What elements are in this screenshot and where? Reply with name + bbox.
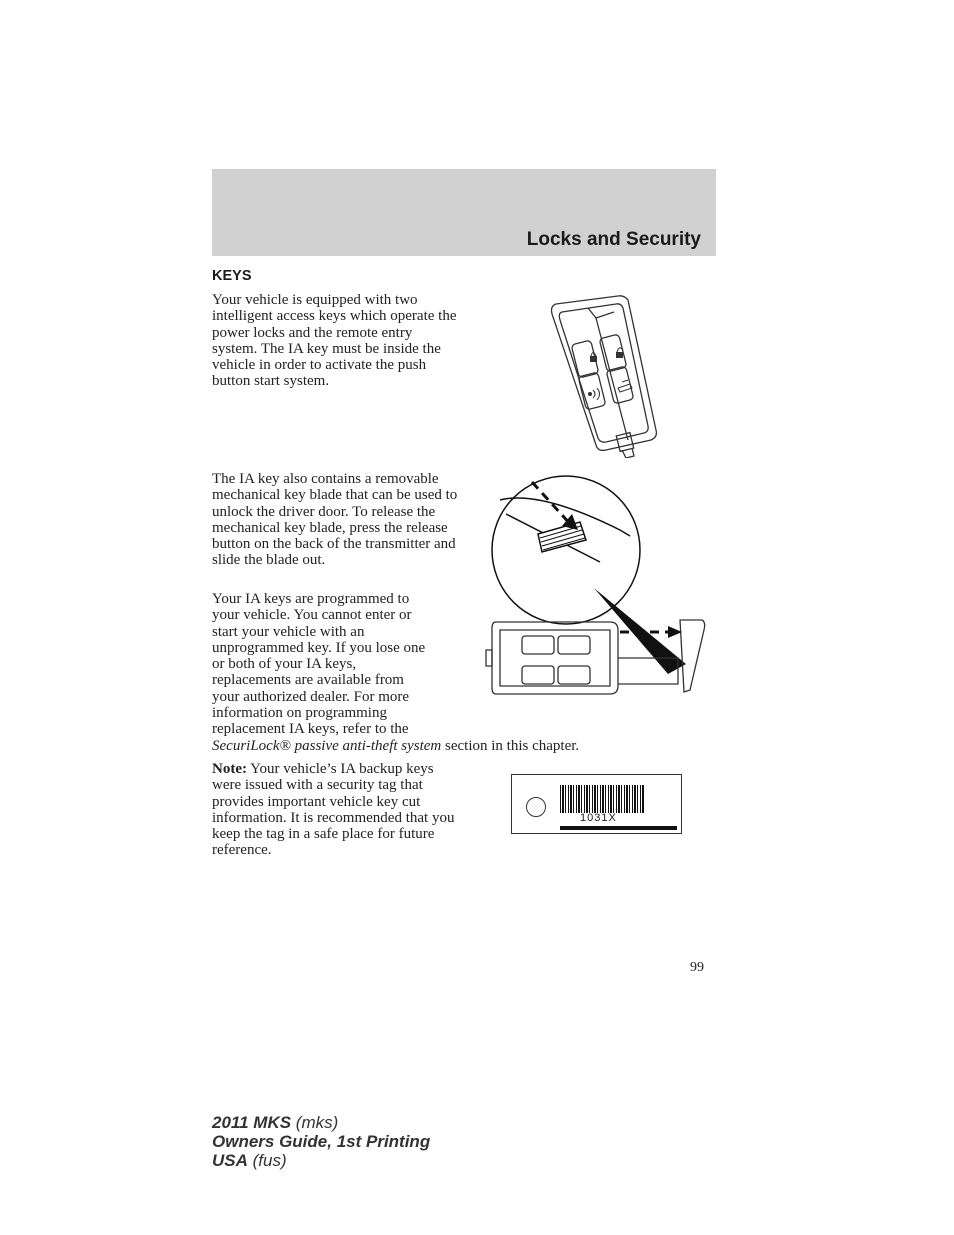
- page-number: 99: [690, 960, 704, 975]
- unlock-icon: [616, 348, 623, 358]
- footer-market-code: (fus): [247, 1151, 287, 1170]
- tag-underline: [560, 826, 677, 830]
- paragraph-ia-keys: [212, 292, 457, 390]
- chapter-header-band: [212, 169, 716, 256]
- paragraph-text: The IA key also contains a removable mechanical key blade that can be used to unlock the driver door. To release the mechanical key blade, press the release button on the back of the transmitter and slide the blade out.: [212, 471, 458, 569]
- paragraph-note: [212, 761, 462, 859]
- text-line: section in this chapter.: [441, 737, 580, 754]
- paragraph-text: [212, 591, 652, 754]
- panic-icon: [589, 388, 600, 400]
- footer-model-code: (mks): [291, 1113, 339, 1132]
- footer-line: [212, 1151, 430, 1170]
- text-line: or both of your IA keys,: [212, 656, 357, 673]
- barcode: [560, 785, 644, 813]
- tag-hole: [526, 797, 546, 817]
- release-button: [538, 522, 586, 552]
- key-fob-illustration: [548, 292, 660, 458]
- security-tag-illustration: [511, 774, 682, 834]
- section-heading: KEYS: [212, 268, 252, 284]
- paragraph-key-blade: [212, 471, 460, 569]
- footer: [212, 1113, 430, 1170]
- tag-code: 1031X: [580, 812, 617, 824]
- cross-reference: SecuriLock® passive anti-theft system: [212, 737, 442, 754]
- text-line: Your IA keys are programmed to: [212, 591, 410, 607]
- footer-model: 2011 MKS: [212, 1113, 292, 1132]
- text-line: start your vehicle with an: [212, 623, 365, 640]
- text-line: information on programming: [212, 705, 387, 722]
- footer-market: USA: [212, 1151, 248, 1170]
- text-line: unprogrammed key. If you lose one: [212, 639, 426, 656]
- note-text: Your vehicle’s IA backup keys were issued with a security tag that provides important vehicle key cut information. It is recommended that you keep the tag in a safe place for future reference.: [212, 761, 455, 859]
- text-line: your authorized dealer. For more: [212, 688, 410, 705]
- paragraph-text: Your vehicle is equipped with two intelligent access keys which operate the power locks and the remote entry system. The IA key must be inside the vehicle in order to activate the push button start system.: [212, 292, 457, 390]
- footer-guide: Owners Guide, 1st Printing: [212, 1132, 431, 1151]
- chapter-title: Locks and Security: [526, 229, 701, 250]
- text-line: replacements are available from: [212, 672, 404, 689]
- paragraph-text: [212, 761, 462, 859]
- note-label: Note:: [212, 761, 247, 777]
- footer-line: [212, 1132, 430, 1151]
- footer-line: [212, 1113, 430, 1132]
- paragraph-programming: [212, 591, 652, 754]
- text-line: replacement IA keys, refer to the: [212, 721, 409, 738]
- text-line: your vehicle. You cannot enter or: [212, 607, 412, 624]
